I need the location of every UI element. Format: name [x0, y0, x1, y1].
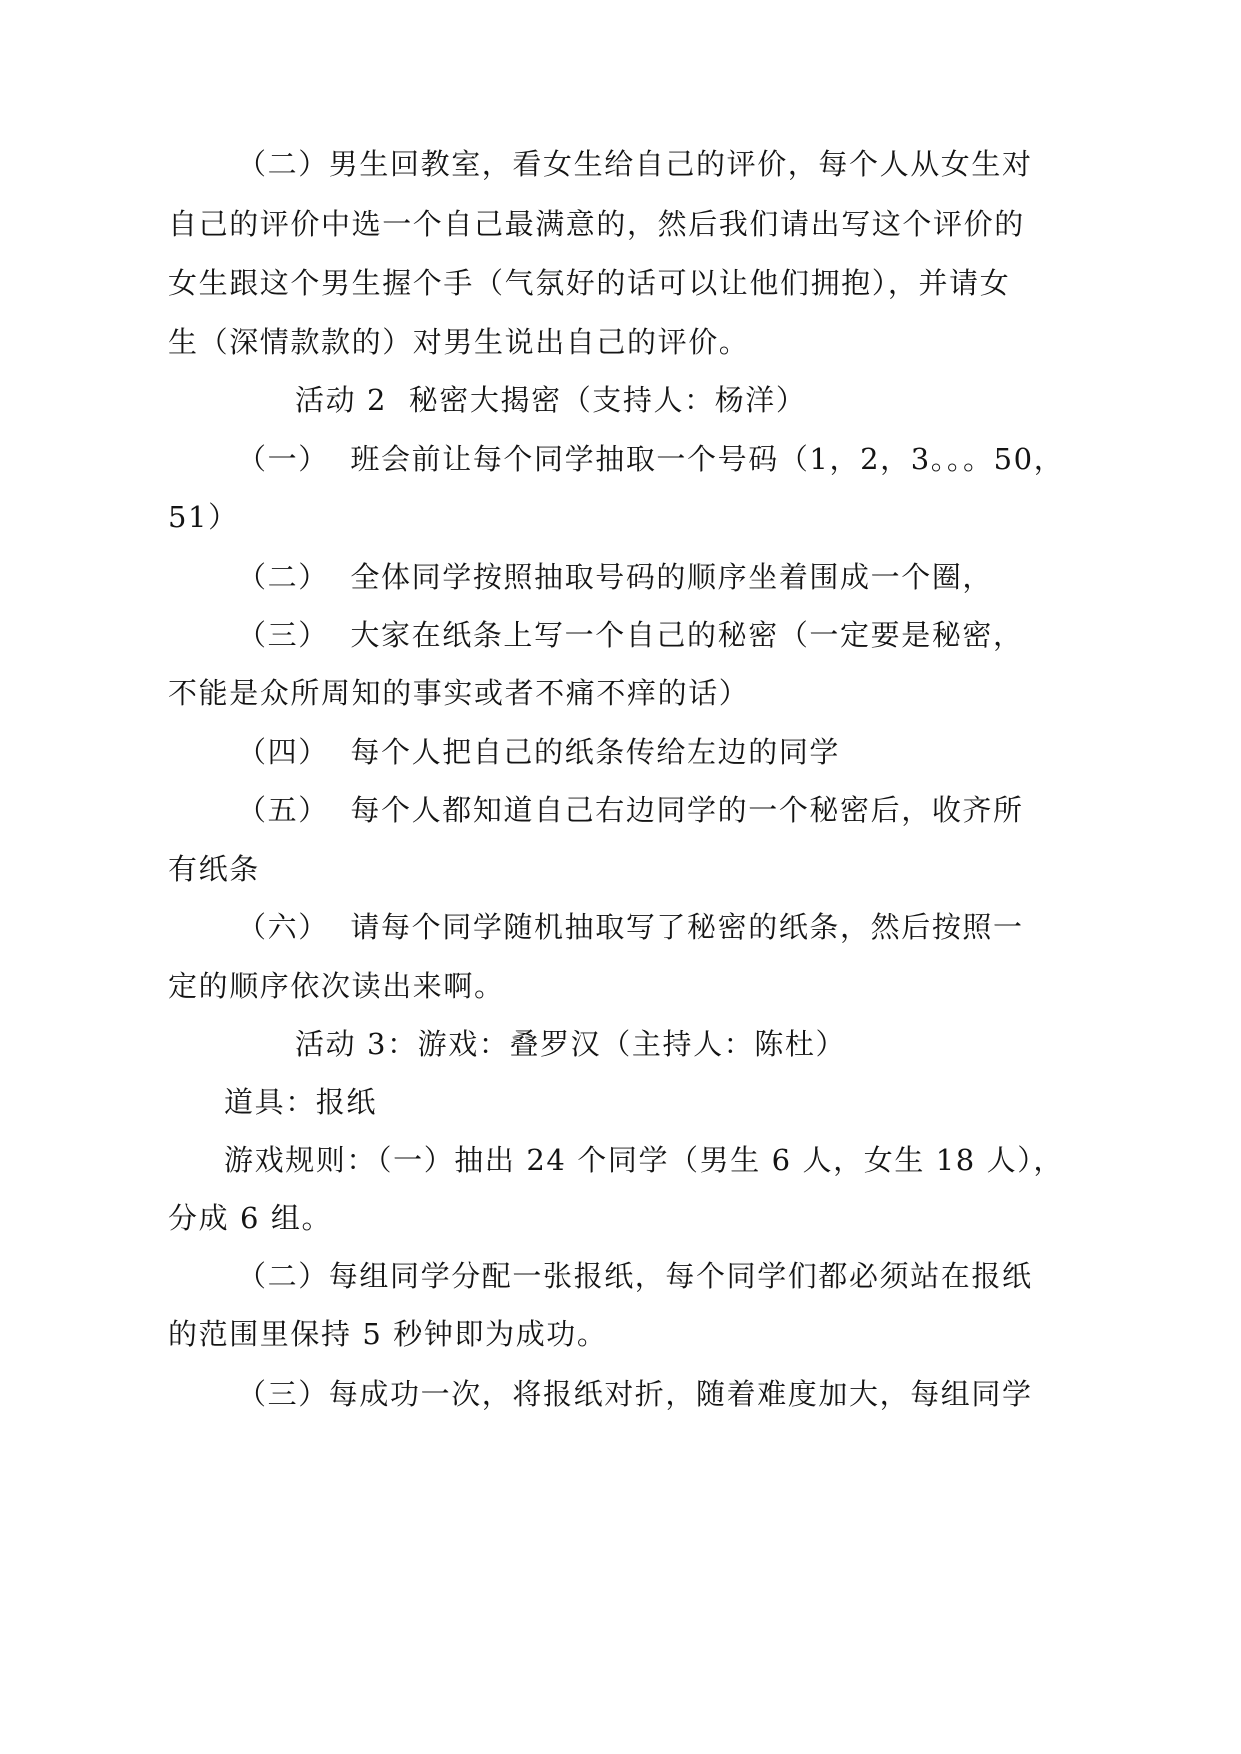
paragraph-line: 自己的评价中选一个自己最满意的，然后我们请出写这个评价的	[168, 207, 1025, 241]
paragraph-line: 生（深情款款的）对男生说出自己的评价。	[168, 325, 750, 359]
paragraph-line: （三） 大家在纸条上写一个自己的秘密（一定要是秘密，	[237, 618, 1024, 652]
paragraph-line: 分成 6 组。	[168, 1201, 333, 1235]
paragraph-line: 51）	[168, 500, 239, 534]
paragraph-line: 的范围里保持 5 秒钟即为成功。	[168, 1317, 608, 1351]
paragraph-line: （二）每组同学分配一张报纸，每个同学们都必须站在报纸	[237, 1259, 1033, 1293]
paragraph-line: （五） 每个人都知道自己右边同学的一个秘密后，收齐所	[237, 793, 1024, 827]
paragraph-line: 定的顺序依次读出来啊。	[168, 969, 505, 1003]
paragraph-line: （二）男生回教室，看女生给自己的评价，每个人从女生对	[237, 147, 1033, 181]
paragraph-line: （四） 每个人把自己的纸条传给左边的同学	[237, 735, 841, 769]
paragraph-line: （一） 班会前让每个同学抽取一个号码（1，2，3。。。50，	[237, 442, 1065, 476]
paragraph-line: 有纸条	[168, 852, 260, 886]
paragraph-line: 游戏规则：（一）抽出 24 个同学（男生 6 人，女生 18 人），	[224, 1143, 1064, 1177]
paragraph-line: （二） 全体同学按照抽取号码的顺序坐着围成一个圈，	[237, 560, 994, 594]
section-heading: 活动 3：游戏：叠罗汉（主持人：陈杜）	[295, 1027, 847, 1061]
paragraph-line: 女生跟这个男生握个手（气氛好的话可以让他们拥抱），并请女	[168, 266, 1011, 300]
paragraph-line: 不能是众所周知的事实或者不痛不痒的话）	[168, 676, 750, 710]
paragraph-line: （三）每成功一次，将报纸对折，随着难度加大，每组同学	[237, 1377, 1033, 1411]
section-heading: 活动 2 秘密大揭密（支持人：杨洋）	[295, 383, 807, 417]
paragraph-line: 道具：报纸	[224, 1085, 378, 1119]
paragraph-line: （六） 请每个同学随机抽取写了秘密的纸条，然后按照一	[237, 910, 1024, 944]
